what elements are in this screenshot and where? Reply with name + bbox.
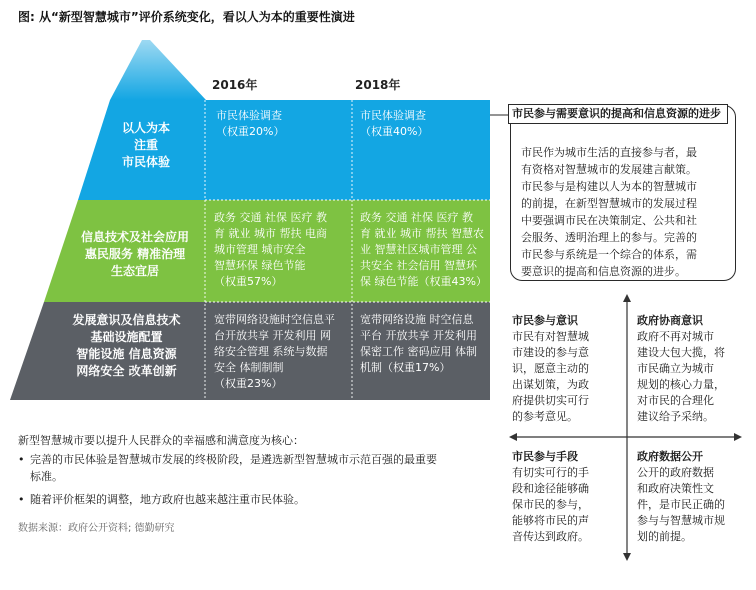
band-label-tech: 信息技术及社会应用 惠民服务 精准治理 生态宜居 bbox=[80, 230, 189, 278]
arrow-right-icon bbox=[734, 433, 742, 441]
quadrant-gov-data: 政府数据公开 公开的政府数据 和政府决策性文 件，是市民正确的 参与与智慧城市规 划的前提。 bbox=[637, 450, 725, 543]
year-2016: 2016年 bbox=[212, 78, 258, 92]
summary-bullet: • 随着评价框架的调整，地方政府也越来越注重市民体验。 bbox=[18, 493, 305, 506]
arrow-left-icon bbox=[509, 433, 517, 441]
summary-bullet: • 完善的市民体验是智慧城市发展的终极阶段，是遴选新型智慧城市示范百强的最重要 标准。 bbox=[18, 453, 437, 483]
quadrant-gov-consultation: 政府协商意识 政府不再对城市 建设大包大揽，将 市民确立为城市 规划的核心力量， 对市民的合理化 建议给予采纳。 bbox=[637, 314, 725, 423]
info-box-body: 市民作为城市生活的直接参与者，最 有资格对智慧城市的发展建言献策。 市民参与是构建以人为本的智慧城市 的前提，在新型智慧城市的发展过程 中要强调市民在决策制定、公共和社 会服务、透明治理上的参与。完善的 市民参与系统是一个综合的体系，需 要意识的提高和信息资源的进步。 bbox=[521, 146, 697, 278]
band-label-people: 以人为本 注重 市民体验 bbox=[121, 121, 170, 169]
pyramid-apex bbox=[110, 40, 206, 100]
cell-2018-people: 市民体验调查 （权重40%） bbox=[360, 109, 429, 138]
info-box-title: 市民参与需要意识的提高和信息资源的进步 bbox=[508, 104, 728, 124]
data-source: 数据来源：政府公开资料; 德勤研究 bbox=[18, 523, 175, 534]
arrow-up-icon bbox=[623, 294, 631, 302]
summary-intro: 新型智慧城市要以提升人民群众的幸福感和满意度为核心： bbox=[18, 434, 304, 447]
year-2018: 2018年 bbox=[355, 78, 401, 92]
cell-2016-tech: 政务 交通 社保 医疗 教 育 就业 城市 帮扶 电商 城市管理 城市安全 智慧环保 绿色节能 （权重57%） bbox=[214, 211, 327, 288]
figure-title: 图: 从“新型智慧城市”评价系统变化，看以人为本的重要性演进 bbox=[18, 10, 355, 24]
cell-2016-people: 市民体验调查 （权重20%） bbox=[216, 109, 285, 138]
quadrant-citizen-means: 市民参与手段 有切实可行的手 段和途径能够确 保市民的参与， 能够将市民的声 音传达到政府。 bbox=[512, 450, 589, 543]
band-label-infra: 发展意识及信息技术 基础设施配置 智能设施 信息资源 网络安全 改革创新 bbox=[72, 313, 181, 378]
cell-2018-infra: 宽带网络设施 时空信息 平台 开放共享 开发利用 保密工作 密码应用 体制 机制（权重17%） bbox=[360, 313, 477, 374]
quadrant-citizen-awareness: 市民参与意识 市民有对智慧城 市建设的参与意 识，愿意主动的 出谋划策，为政 府提供切实可行 的参考意见。 bbox=[512, 314, 589, 423]
cell-2016-infra: 宽带网络设施时空信息平 台开放共享 开发利用 网 络安全管理 系统与数据 安全 体制制制 （权重23%） bbox=[214, 313, 335, 390]
arrow-down-icon bbox=[623, 553, 631, 561]
cell-2018-tech: 政务 交通 社保 医疗 教 育 就业 城市 帮扶 智慧农 业 智慧社区城市管理 公 共安全 社会信用 智慧环 保 绿色节能（权重43%） bbox=[360, 211, 487, 288]
summary-text bbox=[18, 432, 488, 508]
